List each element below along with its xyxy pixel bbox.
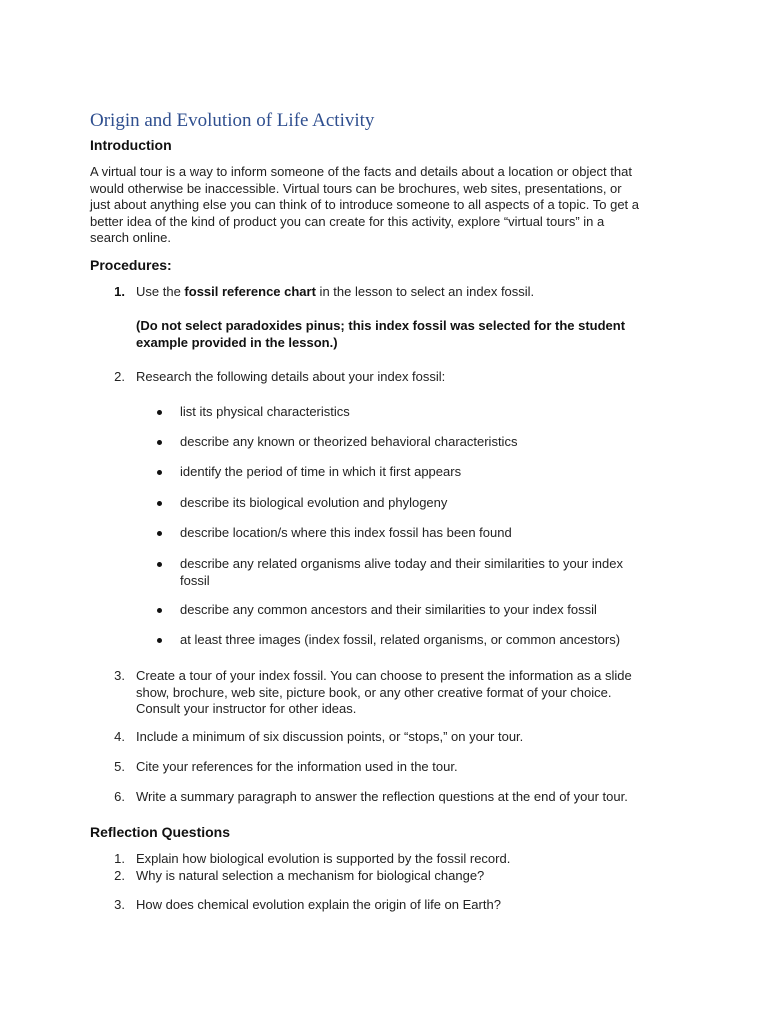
bullet-icon <box>157 470 162 475</box>
reflection-heading: Reflection Questions <box>90 824 231 840</box>
step-text: Use the <box>136 284 185 299</box>
question-number: 2. <box>114 868 125 883</box>
paragraph-line: better idea of the kind of product you can create for this activity, explore “virtual tours” in a <box>90 213 605 229</box>
step-line: Consult your instructor for other ideas. <box>136 701 357 716</box>
question-text: How does chemical evolution explain the origin of life on Earth? <box>136 897 501 912</box>
question-number: 1. <box>114 851 125 866</box>
note-line: (Do not select paradoxides pinus; this index fossil was selected for the student <box>136 318 626 333</box>
step-number: 6. <box>114 789 125 804</box>
step-text: in the lesson to select an index fossil. <box>315 284 535 299</box>
paragraph-line: A virtual tour is a way to inform someone of the facts and details about a location or object that <box>90 164 632 179</box>
step-3-text <box>136 668 676 718</box>
note-line: example provided in the lesson.) <box>136 334 338 350</box>
bullet-item: identify the period of time in which it first appears <box>180 464 462 479</box>
bullet-line: fossil <box>180 572 210 588</box>
paragraph-line: search online. <box>90 230 171 245</box>
bullet-line: describe any related organisms alive today and their similarities to your index <box>180 556 623 571</box>
step-1-note <box>136 318 676 351</box>
question-text: Explain how biological evolution is supported by the fossil record. <box>136 851 511 866</box>
bullet-item <box>180 556 660 589</box>
bullet-item: describe its biological evolution and phylogeny <box>180 495 448 510</box>
bullet-item: at least three images (index fossil, related organisms, or common ancestors) <box>180 632 621 647</box>
document-title: Origin and Evolution of Life Activity <box>90 110 375 131</box>
step-4-text: Include a minimum of six discussion points, or “stops,” on your tour. <box>136 729 524 744</box>
bullet-icon <box>157 608 162 613</box>
step-number: 3. <box>114 668 125 683</box>
bullet-icon <box>157 562 162 567</box>
paragraph-line: would otherwise be inaccessible. Virtual tours can be brochures, web sites, presentations, or <box>90 180 622 196</box>
bullet-item: list its physical characteristics <box>180 404 350 419</box>
step-6-text: Write a summary paragraph to answer the reflection questions at the end of your tour. <box>136 789 628 804</box>
bullet-icon <box>157 501 162 506</box>
step-number: 5. <box>114 759 125 774</box>
bullet-item: describe location/s where this index fossil has been found <box>180 525 512 540</box>
paragraph-line: just about anything else you can think of to introduce someone to all aspects of a topic. To get a <box>90 197 639 212</box>
fossil-reference-chart-text: fossil reference chart <box>184 284 316 299</box>
bullet-icon <box>157 531 162 536</box>
introduction-heading: Introduction <box>90 137 172 153</box>
bullet-item: describe any common ancestors and their similarities to your index fossil <box>180 602 597 617</box>
step-number: 2. <box>114 369 125 384</box>
question-text: Why is natural selection a mechanism for biological change? <box>136 868 485 883</box>
procedures-heading: Procedures: <box>90 257 172 273</box>
step-5-text: Cite your references for the information used in the tour. <box>136 759 458 774</box>
step-2-text: Research the following details about your index fossil: <box>136 369 446 384</box>
step-line: show, brochure, web site, picture book, or any other creative format of your choice. <box>136 684 612 700</box>
question-number: 3. <box>114 897 125 912</box>
bullet-item: describe any known or theorized behavioral characteristics <box>180 434 518 449</box>
step-number: 1. <box>114 284 125 299</box>
step-number: 4. <box>114 729 125 744</box>
step-1-text <box>136 284 676 301</box>
step-line: Create a tour of your index fossil. You can choose to present the information as a slide <box>136 668 632 683</box>
introduction-paragraph <box>90 164 690 247</box>
bullet-icon <box>157 410 162 415</box>
bullet-icon <box>157 440 162 445</box>
bullet-icon <box>157 638 162 643</box>
